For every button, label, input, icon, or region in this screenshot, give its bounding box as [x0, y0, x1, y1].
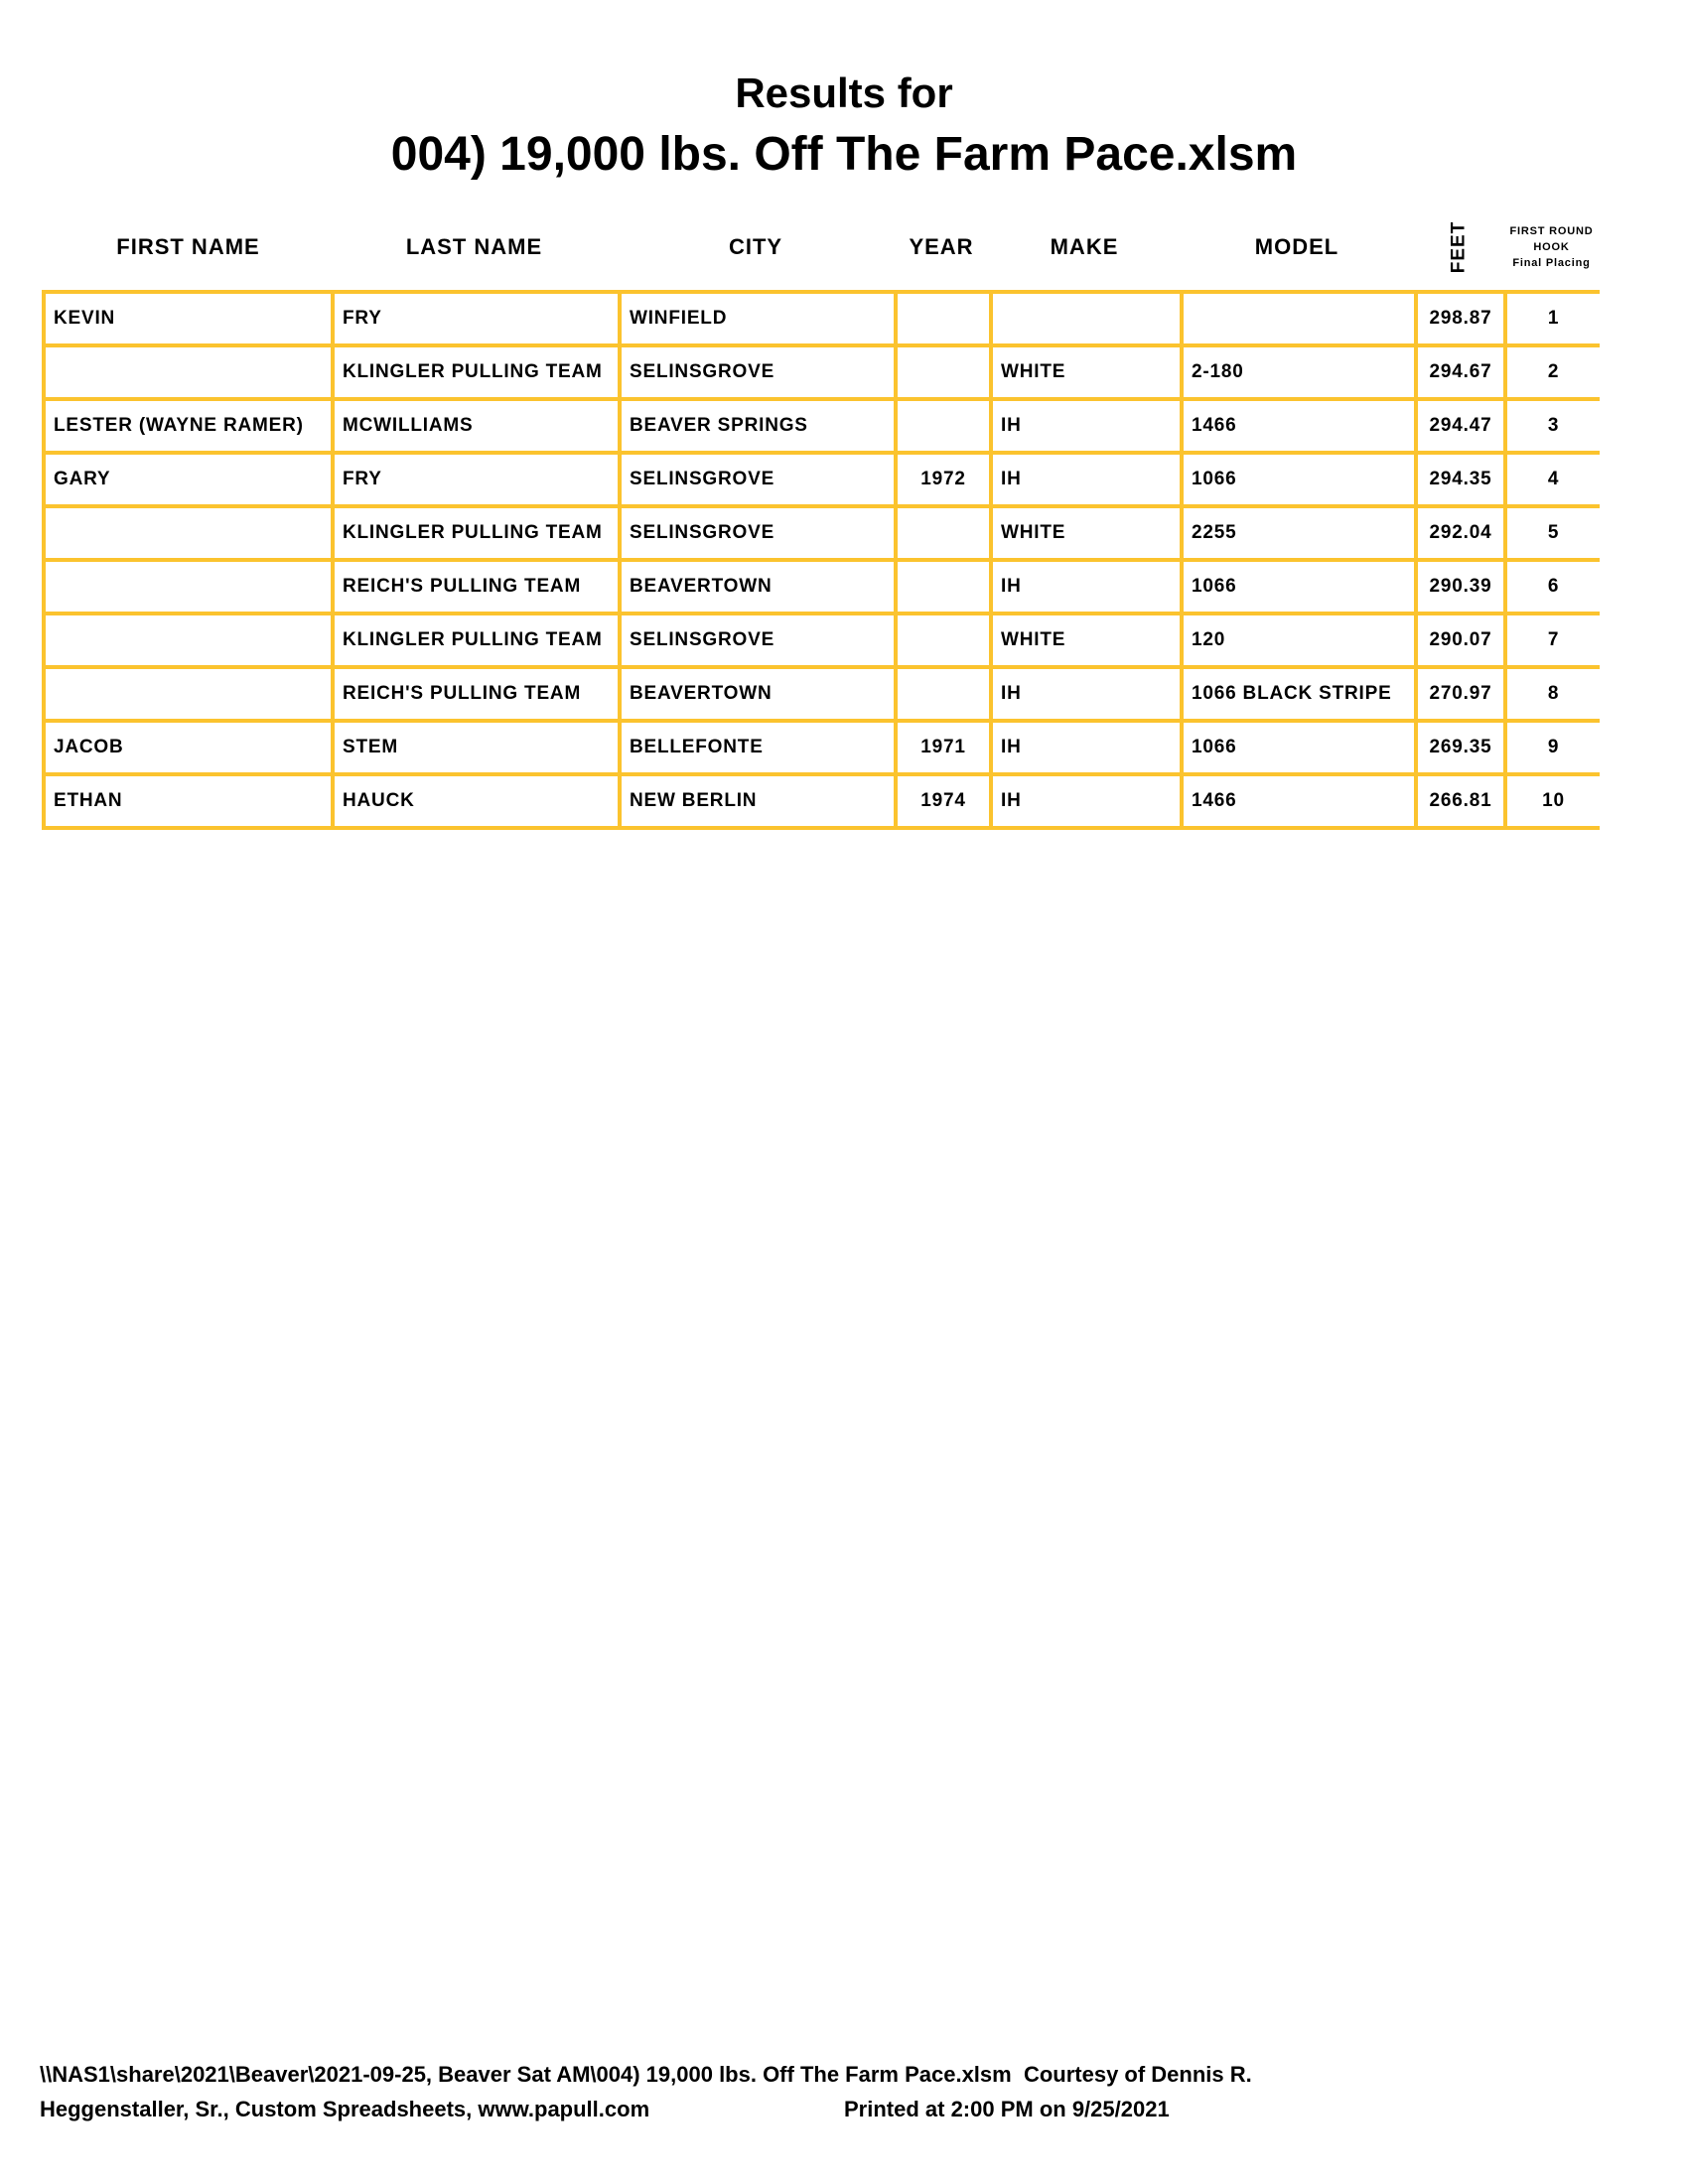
row-9-cell-placing: 9: [1507, 723, 1600, 772]
footer-printed-at: Printed at 2:00 PM on 9/25/2021: [844, 2097, 1170, 2121]
row-1-cell-year: [898, 294, 989, 343]
row-7-cell-first-name: [46, 615, 331, 665]
row-8-cell-first-name: [46, 669, 331, 719]
column-header-feet: FEET: [1448, 220, 1469, 273]
column-header-placing: [1503, 204, 1600, 290]
footer-credit-text: Heggenstaller, Sr., Custom Spreadsheets, www.papull.com: [40, 2097, 650, 2121]
row-10-cell-model: 1466: [1184, 776, 1414, 826]
row-10-cell-placing: 10: [1507, 776, 1600, 826]
row-5-cell-placing: 5: [1507, 508, 1600, 558]
row-5-cell-make: WHITE: [993, 508, 1180, 558]
column-header-year: YEAR: [909, 233, 974, 259]
row-8-cell-model: 1066 BLACK STRIPE: [1184, 669, 1414, 719]
row-2-cell-year: [898, 347, 989, 397]
row-2-cell-model: 2-180: [1184, 347, 1414, 397]
row-5-cell-city: SELINSGROVE: [622, 508, 894, 558]
column-header-placing-line2: HOOK: [1533, 240, 1570, 253]
row-4-cell-model: 1066: [1184, 455, 1414, 504]
row-6-cell-make: IH: [993, 562, 1180, 612]
row-5-cell-feet: 292.04: [1418, 508, 1503, 558]
row-6-cell-feet: 290.39: [1418, 562, 1503, 612]
row-5-cell-last-name: KLINGLER PULLING TEAM: [335, 508, 618, 558]
row-10-cell-last-name: HAUCK: [335, 776, 618, 826]
row-1-cell-feet: 298.87: [1418, 294, 1503, 343]
row-6-cell-model: 1066: [1184, 562, 1414, 612]
row-8-cell-last-name: REICH'S PULLING TEAM: [335, 669, 618, 719]
footer-credit-line: [40, 2092, 1648, 2126]
row-9-cell-city: BELLEFONTE: [622, 723, 894, 772]
row-9-cell-model: 1066: [1184, 723, 1414, 772]
row-6-cell-first-name: [46, 562, 331, 612]
row-1-cell-placing: 1: [1507, 294, 1600, 343]
row-6-cell-last-name: REICH'S PULLING TEAM: [335, 562, 618, 612]
row-7-cell-placing: 7: [1507, 615, 1600, 665]
results-table: [42, 290, 1600, 830]
row-2-cell-make: WHITE: [993, 347, 1180, 397]
row-6-cell-placing: 6: [1507, 562, 1600, 612]
row-3-cell-feet: 294.47: [1418, 401, 1503, 451]
row-9-cell-make: IH: [993, 723, 1180, 772]
footer-file-path: \\NAS1\share\2021\Beaver\2021-09-25, Beaver Sat AM\004) 19,000 lbs. Off The Farm Pace.xlsm Courtesy of Dennis R.: [40, 2062, 1252, 2087]
row-2-cell-first-name: [46, 347, 331, 397]
row-4-cell-placing: 4: [1507, 455, 1600, 504]
column-header-city: CITY: [728, 233, 783, 259]
column-header-placing-line1: FIRST ROUND: [1509, 224, 1594, 237]
row-2-cell-city: SELINSGROVE: [622, 347, 894, 397]
row-8-cell-make: IH: [993, 669, 1180, 719]
row-7-cell-year: [898, 615, 989, 665]
row-8-cell-city: BEAVERTOWN: [622, 669, 894, 719]
row-10-cell-year: 1974: [898, 776, 989, 826]
row-9-cell-feet: 269.35: [1418, 723, 1503, 772]
row-1-cell-model: [1184, 294, 1414, 343]
row-3-cell-year: [898, 401, 989, 451]
page-title-line1: Results for: [735, 69, 953, 116]
row-7-cell-last-name: KLINGLER PULLING TEAM: [335, 615, 618, 665]
row-7-cell-model: 120: [1184, 615, 1414, 665]
row-1-cell-last-name: FRY: [335, 294, 618, 343]
row-4-cell-city: SELINSGROVE: [622, 455, 894, 504]
row-2-cell-last-name: KLINGLER PULLING TEAM: [335, 347, 618, 397]
row-1-cell-make: [993, 294, 1180, 343]
row-6-cell-city: BEAVERTOWN: [622, 562, 894, 612]
row-3-cell-make: IH: [993, 401, 1180, 451]
row-5-cell-first-name: [46, 508, 331, 558]
page-footer: [40, 2057, 1648, 2126]
column-header-model: MODEL: [1254, 233, 1339, 259]
row-2-cell-feet: 294.67: [1418, 347, 1503, 397]
row-7-cell-make: WHITE: [993, 615, 1180, 665]
column-header-make: MAKE: [1050, 233, 1119, 259]
row-4-cell-year: 1972: [898, 455, 989, 504]
row-3-cell-model: 1466: [1184, 401, 1414, 451]
column-header-placing-line3: Final Placing: [1512, 256, 1591, 269]
row-6-cell-year: [898, 562, 989, 612]
row-4-cell-last-name: FRY: [335, 455, 618, 504]
row-8-cell-placing: 8: [1507, 669, 1600, 719]
row-9-cell-last-name: STEM: [335, 723, 618, 772]
row-9-cell-year: 1971: [898, 723, 989, 772]
column-header-feet-wrap: [1414, 204, 1503, 290]
row-8-cell-feet: 270.97: [1418, 669, 1503, 719]
row-4-cell-first-name: GARY: [46, 455, 331, 504]
row-3-cell-first-name: LESTER (WAYNE RAMER): [46, 401, 331, 451]
row-1-cell-city: WINFIELD: [622, 294, 894, 343]
row-3-cell-city: BEAVER SPRINGS: [622, 401, 894, 451]
row-1-cell-first-name: KEVIN: [46, 294, 331, 343]
row-10-cell-city: NEW BERLIN: [622, 776, 894, 826]
row-5-cell-model: 2255: [1184, 508, 1414, 558]
row-9-cell-first-name: JACOB: [46, 723, 331, 772]
row-3-cell-placing: 3: [1507, 401, 1600, 451]
row-5-cell-year: [898, 508, 989, 558]
column-header-first-name: FIRST NAME: [116, 233, 260, 259]
row-7-cell-feet: 290.07: [1418, 615, 1503, 665]
row-7-cell-city: SELINSGROVE: [622, 615, 894, 665]
row-10-cell-feet: 266.81: [1418, 776, 1503, 826]
row-4-cell-feet: 294.35: [1418, 455, 1503, 504]
page-title-line2: 004) 19,000 lbs. Off The Farm Pace.xlsm: [390, 128, 1298, 181]
row-2-cell-placing: 2: [1507, 347, 1600, 397]
row-10-cell-make: IH: [993, 776, 1180, 826]
column-header-row: [46, 204, 1600, 290]
column-header-last-name: LAST NAME: [405, 233, 543, 259]
row-4-cell-make: IH: [993, 455, 1180, 504]
row-10-cell-first-name: ETHAN: [46, 776, 331, 826]
row-3-cell-last-name: MCWILLIAMS: [335, 401, 618, 451]
row-8-cell-year: [898, 669, 989, 719]
